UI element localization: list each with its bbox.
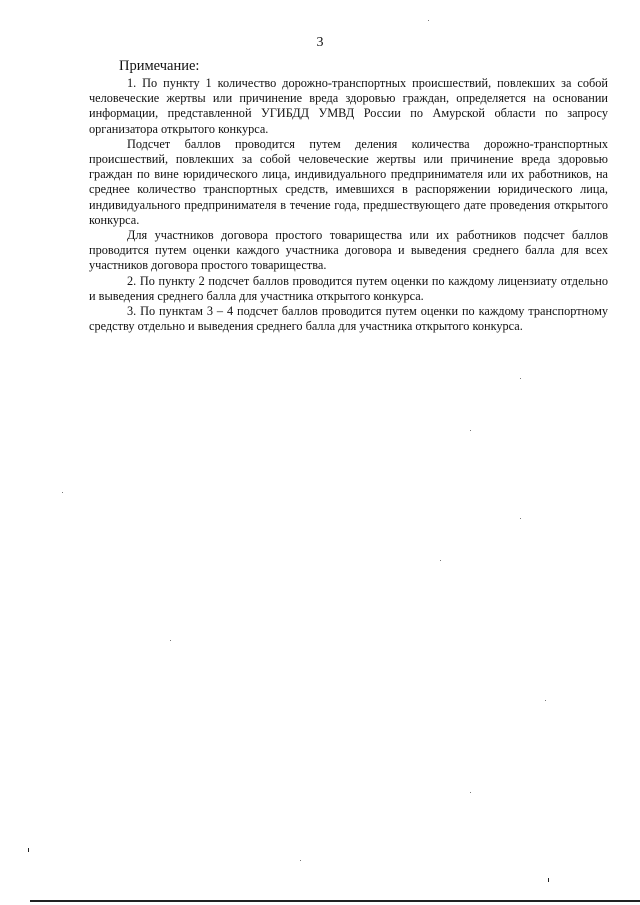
note-title: Примечание: [119,58,200,74]
scan-speck [170,640,171,641]
paragraph-item-1: 1. По пункту 1 количество дорожно-транспортных происшествий, повлекших за собой человеческие жертвы или причинение вреда здоровью граждан, определяется на основании информации, представленной УГИБДД УМВД России по Амурской области по запросу организатора открытого конкурса. [89,76,608,136]
scan-edge-mark [548,878,549,882]
scan-edge-mark [28,848,29,852]
scan-speck [470,792,471,793]
scan-speck [62,492,63,493]
paragraph-item-2: 2. По пункту 2 подсчет баллов проводится путем оценки по каждому лицензиату отдельно и выведения среднего балла для участника открытого конкурса. [89,273,608,303]
scan-speck [545,700,546,701]
scan-speck [440,560,441,561]
paragraph-item-3-4: 3. По пунктам 3 – 4 подсчет баллов проводится путем оценки по каждому транспортному средству отдельно и выведения среднего балла для участника открытого конкурса. [89,304,608,334]
page-number: 3 [316,35,324,50]
scan-speck [520,378,521,379]
paragraph-calculation: Подсчет баллов проводится путем деления количества дорожно-транспортных происшествий, повлекших за собой человеческие жертвы или причинение вреда здоровью граждан по вине юридического лица, индивидуального предпринимателя или их работников, на среднее количество транспортных средств, имевшихся в распоряжении юридического лица, индивидуального предпринимателя в течение года, предшествующего дате проведения открытого конкурса. [89,136,608,227]
scan-speck [300,860,301,861]
paragraph-partnership: Для участников договора простого товарищества или их работников подсчет баллов проводится путем оценки каждого участника договора и выведения среднего балла для всех участников договора простого товарищества. [89,228,608,273]
scan-edge-line [30,900,640,902]
scan-speck [470,430,471,431]
document-body [89,58,608,334]
scan-speck [520,518,521,519]
scan-speck [428,20,429,21]
